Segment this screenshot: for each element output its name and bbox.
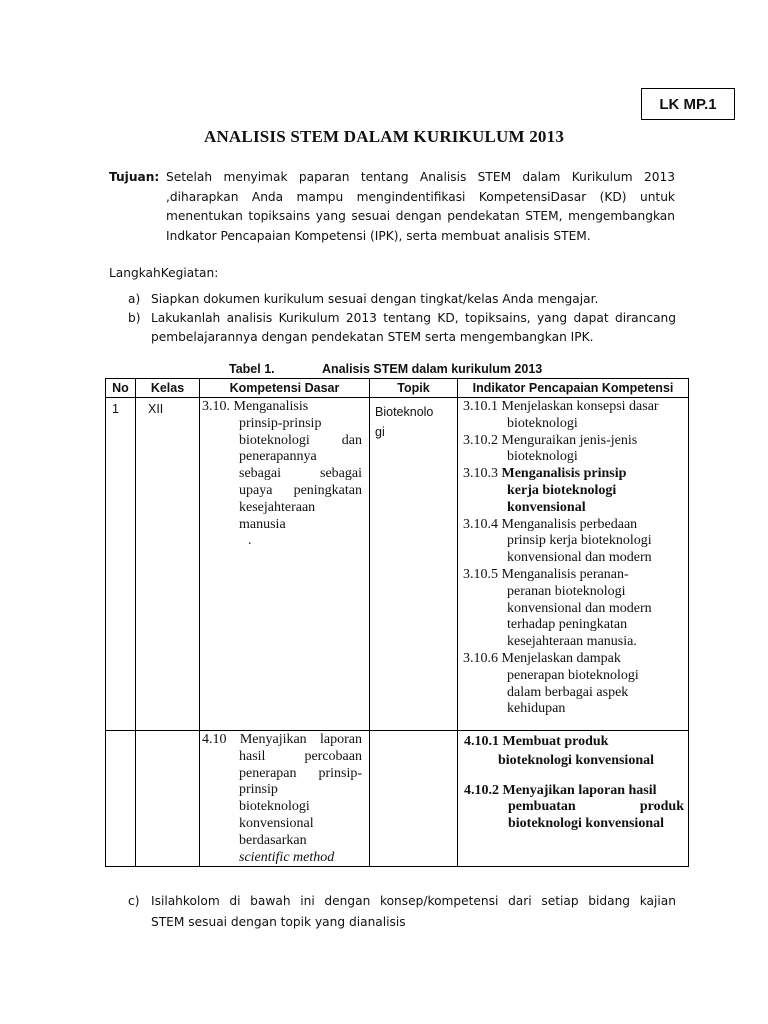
step-c-text xyxy=(151,892,676,932)
kd-line-justified: penerapan prinsip- xyxy=(239,765,362,781)
tujuan-line: Indkator Pencapaian Kompetensi (IPK), serta membuat analisis STEM. xyxy=(166,228,591,243)
cell-kelas-empty xyxy=(136,731,200,867)
kd-line: manusia xyxy=(239,516,286,532)
step-a-mark: a) xyxy=(128,292,141,306)
kd-line: prinsip xyxy=(239,782,278,798)
header-no: No xyxy=(106,379,136,398)
kd-first-line: 4.10 Menyajikan laporan xyxy=(202,732,362,747)
cell-indikator-3-10 xyxy=(458,398,689,731)
step-a-text: Siapkan dokumen kurikulum sesuai dengan tingkat/kelas Anda mengajar. xyxy=(151,292,599,306)
topik-line: gi xyxy=(375,425,385,439)
tujuan-line: menentukan topiksains yang sesuai dengan pendekatan STEM, mengembangkan xyxy=(166,209,675,223)
tujuan-paragraph xyxy=(166,168,675,246)
ipk-item: 3.10.6 Menjelaskan dampak penerapan bioteknologi dalam berbagai aspek kehidupan xyxy=(463,650,639,717)
cell-kompetensi-dasar-3-10 xyxy=(200,398,370,731)
ipk-4-10-1: 4.10.1 Membuat produk bioteknologi konvensional xyxy=(464,734,654,768)
cell-kelas: XII xyxy=(136,398,200,731)
cell-indikator-4-10 xyxy=(458,731,689,867)
kd-line-italic: scientific method xyxy=(239,849,335,865)
table-caption-title: Analisis STEM dalam kurikulum 2013 xyxy=(322,362,543,376)
ipk-item: 3.10.4 Menganalisis perbedaan prinsip kerja bioteknologi konvensional dan modern xyxy=(463,516,652,566)
step-b-mark: b) xyxy=(128,311,141,325)
kd-first-line xyxy=(202,399,362,416)
document-code-badge: LK MP.1 xyxy=(641,88,735,120)
cell-no: 1 xyxy=(106,398,136,731)
step-b-line: Lakukanlah analisis Kurikulum 2013 tentang KD, topiksains, yang dapat dirancang xyxy=(151,311,676,325)
step-b-text xyxy=(151,309,676,347)
cell-no-empty xyxy=(106,731,136,867)
kd-line: penerapannya xyxy=(239,449,317,465)
kd-line: . xyxy=(248,533,252,549)
table-row xyxy=(106,398,689,731)
header-kompetensi-dasar: Kompetensi Dasar xyxy=(200,379,370,398)
table-caption-label: Tabel 1. xyxy=(229,362,275,376)
topik-line: Bioteknolo xyxy=(375,405,434,419)
header-indikator: Indikator Pencapaian Kompetensi xyxy=(458,379,689,398)
kd-line: berdasarkan xyxy=(239,832,307,848)
kd-number: 3.10. xyxy=(202,399,230,414)
kd-line: prinsip-prinsip xyxy=(239,415,322,431)
stem-analysis-table xyxy=(105,378,689,867)
kd-line: kesejahteraan xyxy=(239,499,316,515)
ipk-item: 3.10.5 Menganalisis peranan- peranan bioteknologi konvensional dan modern terhadap peningkatan kesejahteraan manusia. xyxy=(463,566,652,650)
cell-topik-empty xyxy=(370,731,458,867)
ipk-item: 3.10.2 Menguraikan jenis-jenis bioteknologi xyxy=(463,432,638,465)
kd-line-justified: upaya peningkatan xyxy=(239,482,362,498)
step-c-line: STEM sesuai dengan topik yang dianalisis xyxy=(151,915,406,929)
page-title: ANALISIS STEM DALAM KURIKULUM 2013 xyxy=(203,127,565,146)
tujuan-line: Setelah menyimak paparan tentang Analisis STEM dalam Kurikulum 2013 xyxy=(166,170,675,184)
kd-line-justified: bioteknologi dan xyxy=(239,432,362,448)
tujuan-label: Tujuan: xyxy=(109,170,160,184)
table-header-row xyxy=(106,379,689,398)
tujuan-line: ,diharapkan Anda mampu mengindentifikasi KompetensiDasar (KD) untuk xyxy=(166,189,675,204)
kd-line-justified: hasil percobaan xyxy=(239,748,362,764)
step-c-line: Isilahkolom di bawah ini dengan konsep/kompetensi dari setiap bidang kajian xyxy=(151,894,676,908)
langkah-heading: LangkahKegiatan: xyxy=(109,266,219,280)
cell-topik xyxy=(370,398,458,731)
header-topik: Topik xyxy=(370,379,458,398)
cell-kompetensi-dasar-4-10 xyxy=(200,731,370,867)
table-row xyxy=(106,731,689,867)
kd-line: bioteknologi xyxy=(239,799,310,815)
ipk-4-10-2: 4.10.2 Menyajikan laporan hasil pembuatan produk bioteknologi konvensional xyxy=(464,782,684,832)
header-kelas: Kelas xyxy=(136,379,200,398)
ipk-item-bold: 3.10.3 Menganalisis prinsip kerja bioteknologi konvensional xyxy=(463,466,627,515)
kd-first-text: Menganalisis xyxy=(233,399,309,414)
kd-line: konvensional xyxy=(239,815,314,831)
step-b-line: pembelajarannya dengan pendekatan STEM serta mengembangkan IPK. xyxy=(151,330,594,344)
step-c-mark: c) xyxy=(128,894,140,908)
ipk-item: 3.10.1 Menjelaskan konsepsi dasar bioteknologi xyxy=(463,399,659,431)
kd-line-justified: sebagai sebagai xyxy=(239,466,362,482)
